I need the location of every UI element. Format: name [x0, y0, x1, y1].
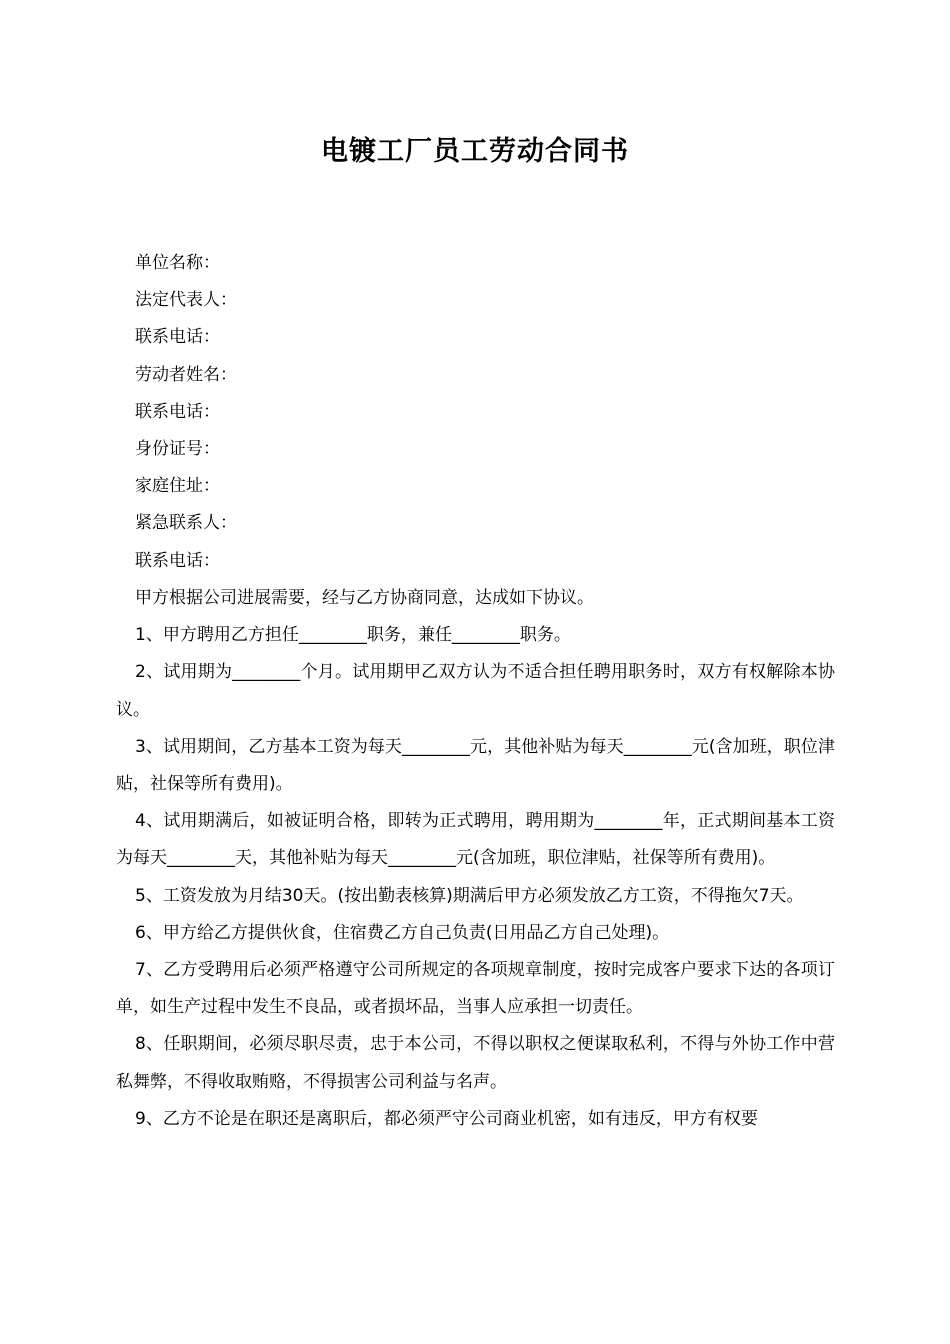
clause-1: 1、甲方聘用乙方担任________职务，兼任________职务。 [135, 625, 571, 646]
clause-7: 7、乙方受聘用后必须严格遵守公司所规定的各项规章制度，按时完成客户要求下达的各项订单，如生产过程中发生不良品，或者损坏品，当事人应承担一切责任。 [116, 960, 835, 1018]
clause-4: 4、试用期满后，如被证明合格，即转为正式聘用，聘用期为________年，正式期间基本工资为每天________天，其他补贴为每天________元(含加班，职位津贴，社保等所有费用)。 [116, 811, 835, 869]
field-company-name: 单位名称： [135, 253, 220, 273]
paragraph-intro: 甲方根据公司进展需要，经与乙方协商同意，达成如下协议。 [135, 588, 594, 608]
clause-9: 9、乙方不论是在职还是离职后，都必须严守公司商业机密，如有违反，甲方有权要 [135, 1108, 758, 1129]
clause-5: 5、工资发放为月结30天。(按出勤表核算)期满后甲方必须发放乙方工资，不得拖欠7天。 [135, 885, 804, 906]
field-legal-representative: 法定代表人： [135, 290, 237, 311]
field-id-number: 身份证号： [135, 438, 220, 459]
contract-fields [135, 245, 835, 580]
field-worker-name: 劳动者姓名： [135, 364, 237, 385]
field-company-phone: 联系电话： [135, 327, 220, 348]
field-emergency-contact: 紧急联系人： [135, 513, 237, 534]
clause-8: 8、任职期间，必须尽职尽责，忠于本公司，不得以职权之便谋取私利，不得与外协工作中营私舞弊，不得收取贿赂，不得损害公司利益与名声。 [116, 1034, 835, 1092]
clause-6: 6、甲方给乙方提供伙食，住宿费乙方自己负责(日用品乙方自己处理)。 [135, 922, 670, 943]
field-emergency-phone: 联系电话： [135, 550, 220, 571]
clause-3: 3、试用期间，乙方基本工资为每天________元，其他补贴为每天________元(含加班，职位津贴，社保等所有费用)。 [116, 736, 835, 795]
clause-2: 2、试用期为________个月。试用期甲乙双方认为不适合担任聘用职务时，双方有权解除本协议。 [116, 662, 835, 720]
contract-body [116, 580, 835, 1138]
document-title: 电镀工厂员工劳动合同书 [321, 136, 629, 167]
field-home-address: 家庭住址： [135, 476, 220, 497]
field-worker-phone: 联系电话： [135, 401, 220, 422]
